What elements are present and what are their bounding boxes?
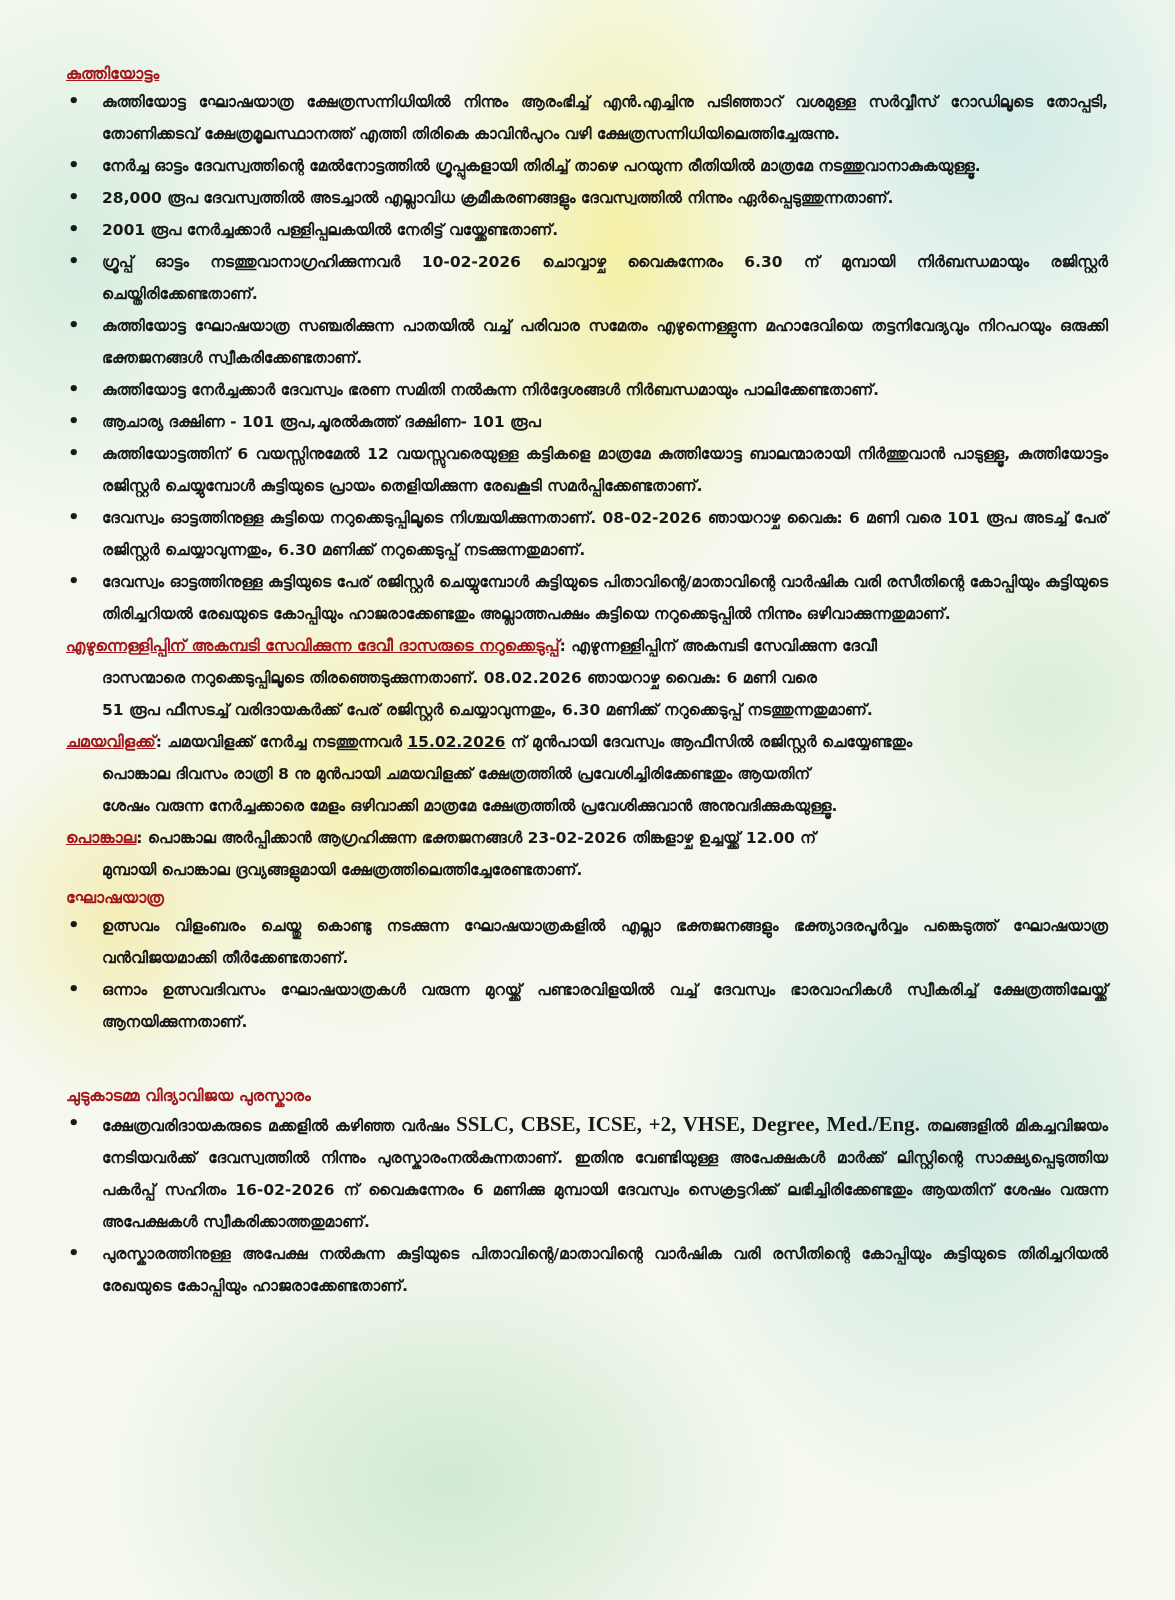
section-devi-dasar [66, 630, 1108, 726]
pongala-line-2: മുമ്പായി പൊങ്കാല ദ്രവ്യങ്ങളുമായി ക്ഷേത്രത്തിലെത്തിച്ചേരേണ്ടതാണ്. [102, 861, 583, 879]
section-ghoshayathra [66, 886, 1108, 1038]
section-pongala [66, 822, 1108, 886]
chamayavilakku-line-3: ശേഷം വരുന്ന നേർച്ചക്കാരെ മേളം ഒഴിവാക്കി മാത്രമേ ക്ഷേത്രത്തിൽ പ്രവേശിക്കുവാൻ അനുവദിക്കുകയുള്ളൂ. [102, 797, 838, 815]
list-item: • ഗ്രൂപ്പ് ഓട്ടം നടത്തുവാനാഗ്രഹിക്കുന്നവർ 10-02-2026 ചൊവ്വാഴ്ച വൈകുന്നേരം 6.30 ന് മുമ്പായി നിർബന്ധമായും രജിസ്റ്റർ ചെയ്തിരിക്കേണ്ടതാണ്. [66, 246, 1108, 310]
list-item [66, 1108, 1108, 1238]
heading-separator: : [136, 829, 148, 847]
kuthiyottam-list [66, 86, 1108, 630]
puraskaram-item-1-post: തലങ്ങളിൽ മികച്ചവിജയം നേടിയവർക്ക് ദേവസ്വത്തിൽ നിന്നും പുരസ്കാരംനൽകുന്നതാണ്. ഇതിനു വേണ്ടിയുള്ള അപേക്ഷകൾ മാർക്ക് ലിസ്റ്റിന്റെ സാക്ഷ്യപ്പെടുത്തിയ പകർപ്പ് സഹിതം 16-02-2026 ന് വൈകുന്നേരം 6 മണിക്കു മുമ്പായി ദേവസ്വം സെക്രട്ടറിക്ക് ലഭിച്ചിരിക്കേണ്ടതും ആയതിന് ശേഷം വരുന്ന അപേക്ഷകൾ സ്വീകരിക്കാത്തതുമാണ്. [102, 1117, 1108, 1231]
section-heading-puraskaram: ചുടുകാടമ്മ വിദ്യാവിജയ പുരസ്കാരം [66, 1086, 311, 1105]
heading-separator: : [155, 733, 168, 751]
ghoshayathra-list [66, 910, 1108, 1038]
list-item: • ഒന്നാം ഉത്സവദിവസം ഘോഷയാത്രകൾ വരുന്ന മുറയ്ക്ക് പണ്ടാരവിളയിൽ വച്ച് ദേവസ്വം ഭാരവാഹികൾ സ്വീകരിച്ച് ക്ഷേത്രത്തിലേയ്ക്ക് ആനയിക്കുന്നതാണ്. [66, 974, 1108, 1038]
list-item: • കുത്തിയോട്ട ഘോഷയാത്ര ക്ഷേത്രസന്നിധിയിൽ നിന്നും ആരംഭിച്ച് എൻ.എച്ചിനു പടിഞ്ഞാറ് വശമുള്ള സർവ്വീസ് റോഡിലൂടെ തോപ്പടി, തോണിക്കടവ് ക്ഷേത്രമൂലസ്ഥാനത്ത് എത്തി തിരികെ കാവിൻപുറം വഴി ക്ഷേത്രസന്നിധിയിലെത്തിച്ചേരുന്നു. [66, 86, 1108, 150]
list-item: • ആചാര്യ ദക്ഷിണ - 101 രൂപ,ചൂരൽകുത്ത് ദക്ഷിണ- 101 രൂപ [66, 406, 1108, 438]
section-heading-ghoshayathra: ഘോഷയാത്ര [66, 888, 164, 907]
chamayavilakku-line-1-post: ന് മുൻപായി ദേവസ്വം ആഫീസിൽ രജിസ്റ്റർ ചെയ്യേണ്ടതും [505, 733, 913, 751]
list-item: • പുരസ്കാരത്തിനുള്ള അപേക്ഷ നൽകുന്ന കുട്ടിയുടെ പിതാവിന്റെ/മാതാവിന്റെ വാർഷിക വരി രസീതിന്റെ കോപ്പിയും കുട്ടിയുടെ തിരിച്ചറിയൽ രേഖയുടെ കോപ്പിയും ഹാജരാക്കേണ്ടതാണ്. [66, 1238, 1108, 1302]
puraskaram-item-1-pre: ക്ഷേത്രവരിദായകരുടെ മക്കളിൽ കഴിഞ്ഞ വർഷം [102, 1117, 457, 1135]
list-item: • കുത്തിയോട്ട നേർച്ചക്കാർ ദേവസ്വം ഭരണ സമിതി നൽകുന്ന നിർദ്ദേശങ്ങൾ നിർബന്ധമായും പാലിക്കേണ്ടതാണ്. [66, 374, 1108, 406]
section-heading-pongala: പൊങ്കാല [66, 828, 137, 847]
heading-separator: : [559, 637, 572, 655]
notice-document [66, 62, 1108, 1302]
section-kuthiyottam [66, 62, 1108, 630]
list-item: • കുത്തിയോട്ടത്തിന് 6 വയസ്സിനുമേൽ 12 വയസ്സുവരെയുള്ള കട്ടികളെ മാത്രമേ കുത്തിയോട്ട ബാലന്മാരായി നിർത്തുവാൻ പാടുള്ളൂ, കുത്തിയോട്ടം രജിസ്റ്റർ ചെയ്യുമ്പോൾ കുട്ടിയുടെ പ്രായം തെളിയിക്കുന്ന രേഖകൂടി സമർപ്പിക്കേണ്ടതാണ്. [66, 438, 1108, 502]
registration-date: 15.02.2026 [407, 733, 506, 751]
devi-dasar-line-3: 51 രൂപ ഫീസടച്ച് വരിദായകർക്ക് പേര് രജിസ്റ്റർ ചെയ്യാവുന്നതും, 6.30 മണിക്ക് നറുക്കെടുപ്പ് നടത്തുന്നതുമാണ്. [102, 701, 873, 719]
section-chamayavilakku [66, 726, 1108, 822]
list-item: • കുത്തിയോട്ട ഘോഷയാത്ര സഞ്ചരിക്കുന്ന പാതയിൽ വച്ച് പരിവാര സമേതം എഴുന്നെള്ളുന്ന മഹാദേവിയെ തട്ടനിവേദ്യവും നിറപറയും ഒരുക്കി ഭക്തജനങ്ങൾ സ്വീകരിക്കേണ്ടതാണ്. [66, 310, 1108, 374]
list-item: • ഉത്സവം വിളംബരം ചെയ്തു കൊണ്ടു നടക്കുന്ന ഘോഷയാത്രകളിൽ എല്ലാ ഭക്തജനങ്ങളും ഭക്ത്യാദരപൂർവ്വം പങ്കെടുത്ത് ഘോഷയാത്ര വൻവിജയമാക്കി തീർക്കേണ്ടതാണ്. [66, 910, 1108, 974]
chamayavilakku-line-1-pre: ചമയവിളക്ക് നേർച്ച നടത്തുന്നവർ [167, 733, 408, 751]
section-heading-chamayavilakku: ചമയവിളക്ക് [66, 732, 156, 751]
section-heading-devi-dasar: എഴുന്നെള്ളിപ്പിന് അകമ്പടി സേവിക്കുന്ന ദേവീ ദാസരുടെ നറുക്കെടുപ്പ് [66, 636, 560, 655]
devi-dasar-line-1: എഴുന്നള്ളിപ്പിന് അകമ്പടി സേവിക്കുന്ന ദേവീ [571, 637, 877, 655]
list-item: • ദേവസ്വം ഓട്ടത്തിനുള്ള കുട്ടിയുടെ പേര് രജിസ്റ്റർ ചെയ്യുമ്പോൾ കുട്ടിയുടെ പിതാവിന്റെ/മാതാവിന്റെ വാർഷിക വരി രസീതിന്റെ കോപ്പിയും കുട്ടിയുടെ തിരിച്ചറിയൽ രേഖയുടെ കോപ്പിയും ഹാജരാക്കേണ്ടതും അല്ലാത്തപക്ഷം കുട്ടിയെ നറുക്കെടുപ്പിൽ നിന്നും ഒഴിവാക്കുന്നതുമാണ്. [66, 566, 1108, 630]
list-item: • 28,000 രൂപ ദേവസ്വത്തിൽ അടച്ചാൽ എല്ലാവിധ ക്രമീകരണങ്ങളും ദേവസ്വത്തിൽ നിന്നും ഏർപ്പെടുത്തുന്നതാണ്. [66, 182, 1108, 214]
list-item: • നേർച്ച ഓട്ടം ദേവസ്വത്തിന്റെ മേൽനോട്ടത്തിൽ ഗ്രൂപ്പുകളായി തിരിച്ച് താഴെ പറയുന്ന രീതിയിൽ മാത്രമേ നടത്തുവാനാകുകയുള്ളൂ. [66, 150, 1108, 182]
pongala-line-1: പൊങ്കാല അർപ്പിക്കാൻ ആഗ്രഹിക്കുന്ന ഭക്തജനങ്ങൾ 23-02-2026 തിങ്കളാഴ്ച ഉച്ചയ്ക്ക് 12.00 ന് [147, 829, 817, 847]
devi-dasar-line-2: ദാസന്മാരെ നറുക്കെടുപ്പിലൂടെ തിരഞ്ഞെടുക്കുന്നതാണ്. 08.02.2026 ഞായറാഴ്ച വൈകു: 6 മണി വരെ [102, 669, 817, 687]
puraskaram-list [66, 1108, 1108, 1302]
section-puraskaram [66, 1084, 1108, 1302]
spacer [66, 1038, 1108, 1084]
section-heading-kuthiyottam: കുത്തിയോട്ടം [66, 64, 160, 83]
list-item: • 2001 രൂപ നേർച്ചക്കാർ പള്ളിപ്പലകയിൽ നേരിട്ട് വയ്ക്കേണ്ടതാണ്. [66, 214, 1108, 246]
eligible-courses: SSLC, CBSE, ICSE, +2, VHSE, Degree, Med./Eng. [456, 1112, 920, 1136]
list-item: • ദേവസ്വം ഓട്ടത്തിനുള്ള കുട്ടിയെ നറുക്കെടുപ്പിലൂടെ നിശ്ചയിക്കുന്നതാണ്. 08-02-2026 ഞായറാഴ്ച വൈകു: 6 മണി വരെ 101 രൂപ അടച്ച് പേര് രജിസ്റ്റർ ചെയ്യാവുന്നതും, 6.30 മണിക്ക് നറുക്കെടുപ്പ് നടക്കുന്നതുമാണ്. [66, 502, 1108, 566]
chamayavilakku-line-2: പൊങ്കാല ദിവസം രാത്രി 8 നു മുൻപായി ചമയവിളക്ക് ക്ഷേത്രത്തിൽ പ്രവേശിച്ചിരിക്കേണ്ടതും ആയതിന് [102, 765, 811, 783]
